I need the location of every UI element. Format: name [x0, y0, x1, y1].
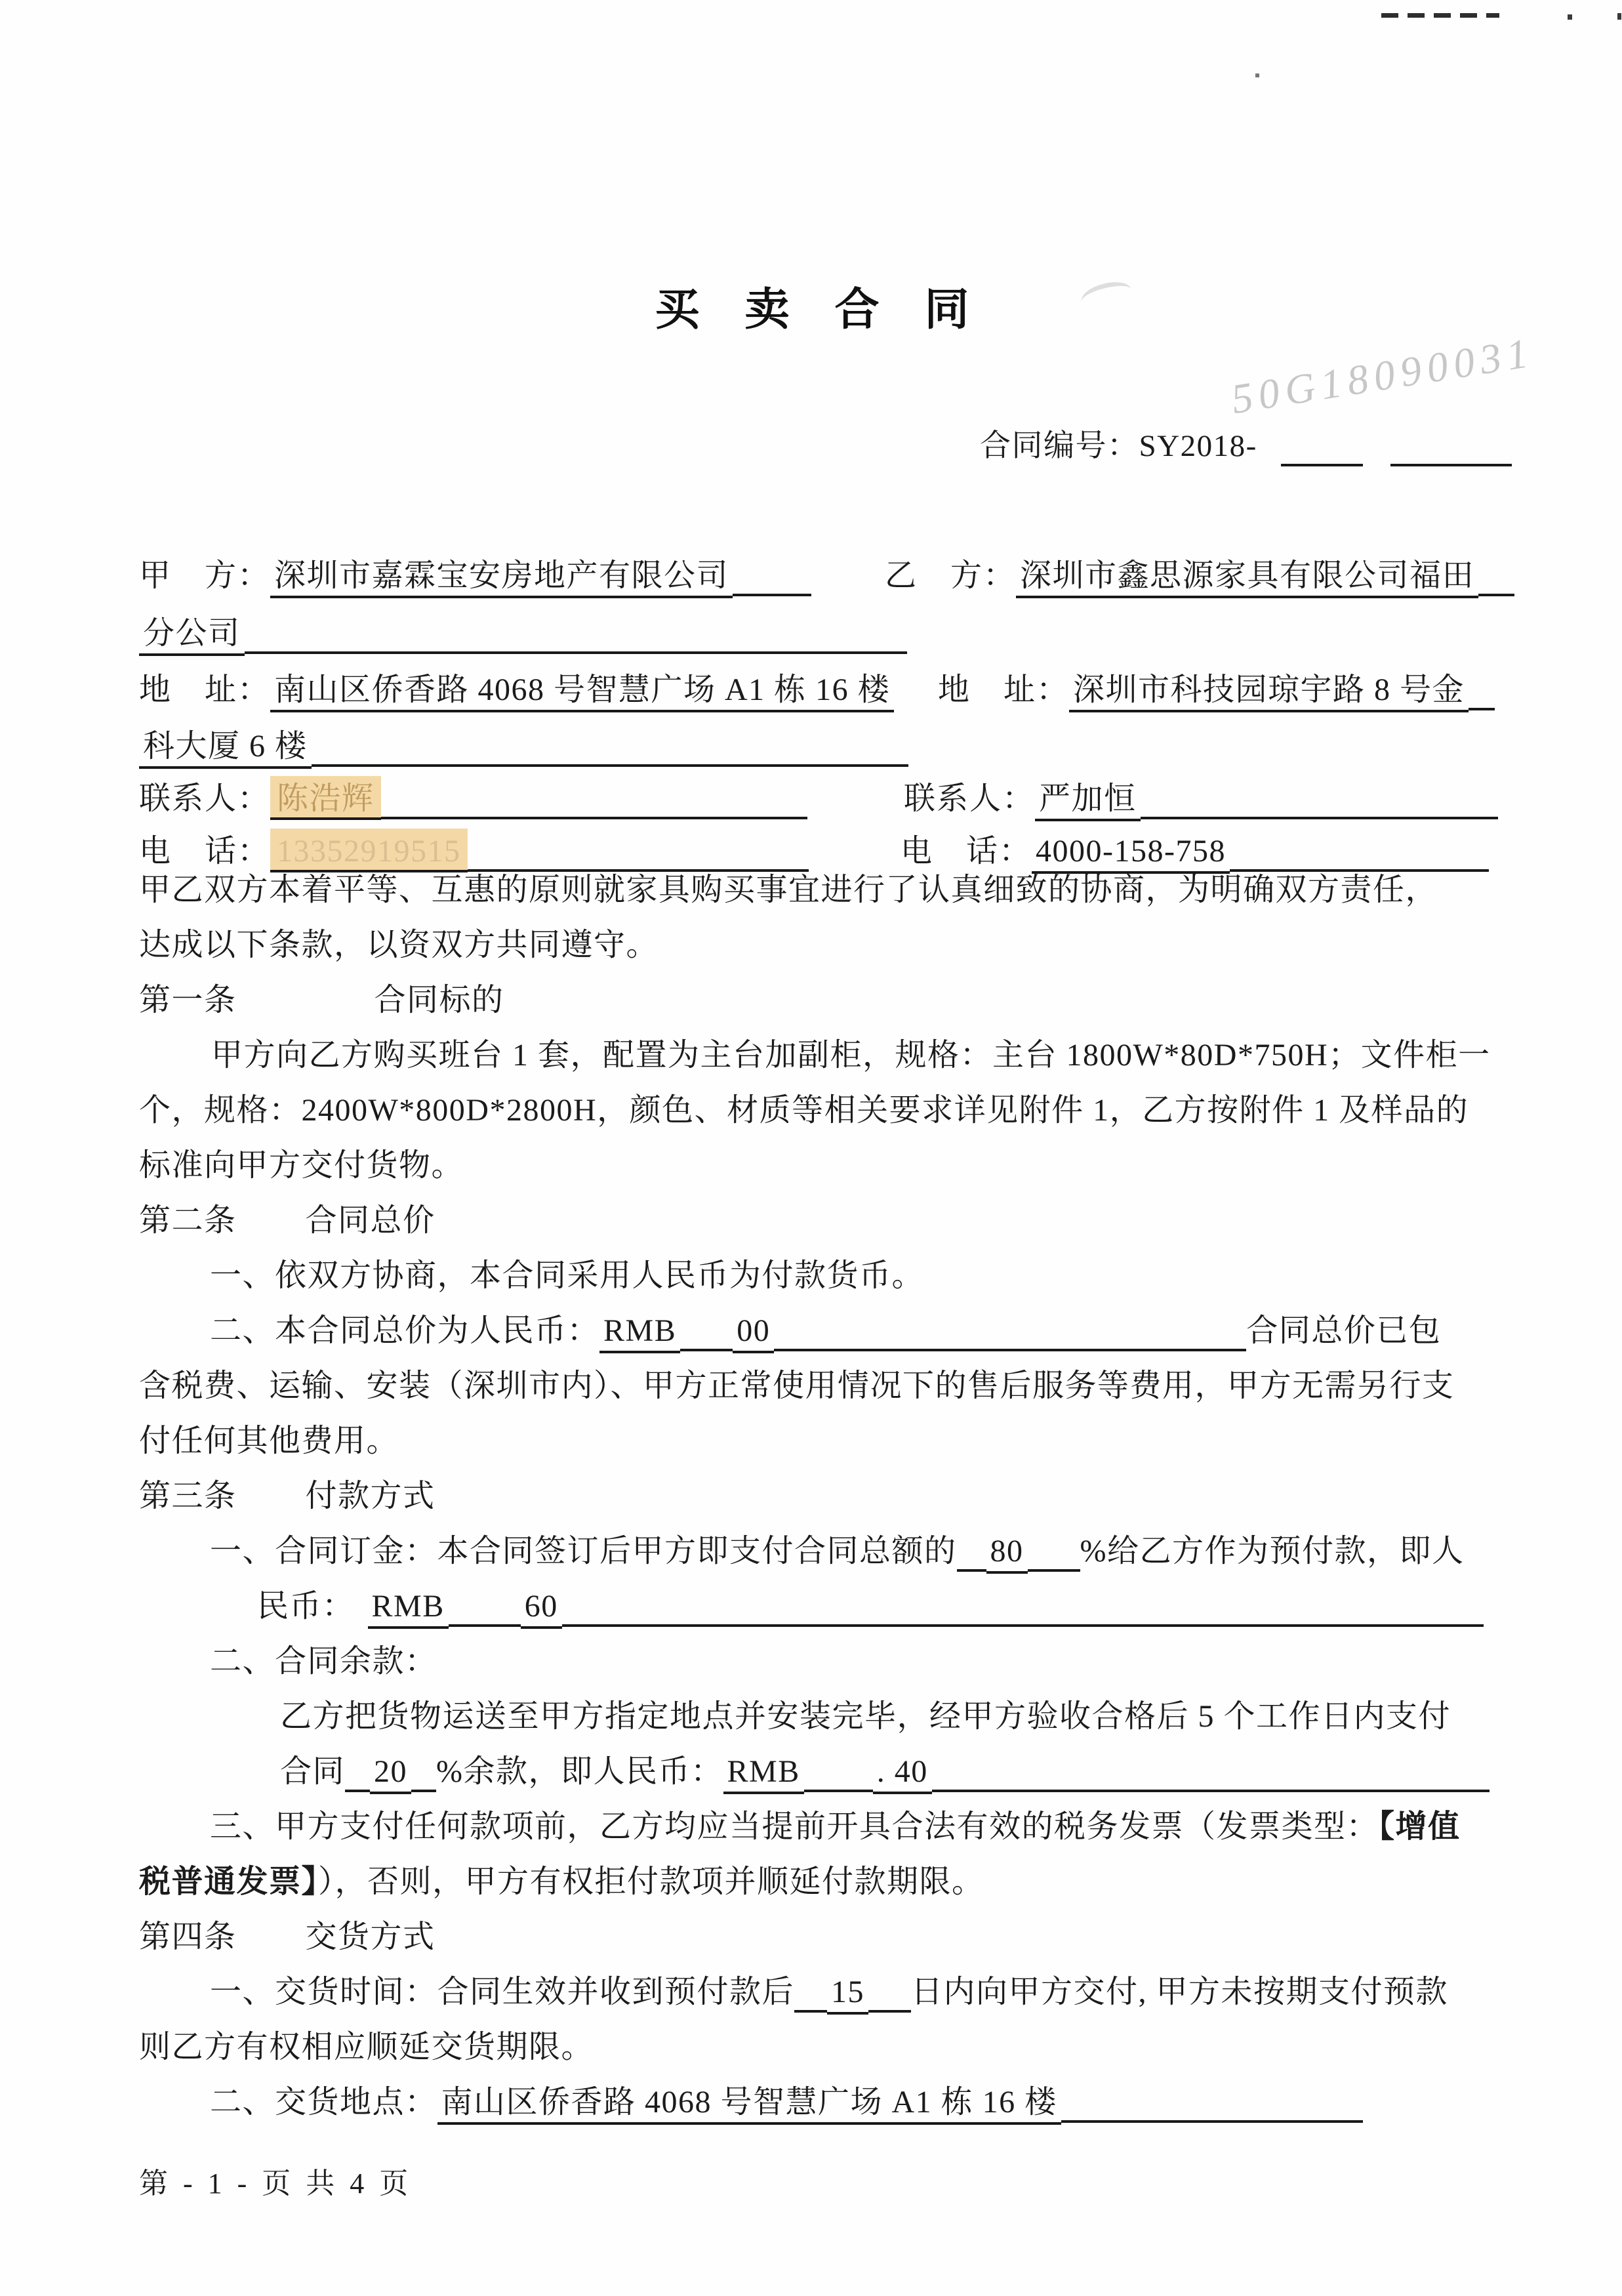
- clause-3-item-1-line-2: [139, 1579, 1502, 1634]
- clause-1-number: 第一条: [139, 983, 237, 1017]
- clause-2-item-2: [139, 1303, 1502, 1359]
- blank-underline: [245, 651, 907, 654]
- party-b-contact-label: 联系人：: [904, 781, 1036, 816]
- clause-2-title: 合同总价: [305, 1203, 436, 1238]
- preamble-line: 甲乙双方本着平等、互惠的原则就家具购买事宜进行了认真细致的协商，为明确双方责任，: [139, 872, 1438, 907]
- clause-3-item-3-line-1: [139, 1799, 1502, 1855]
- blank-underline: [562, 1624, 1484, 1627]
- delivery-place-value: 南山区侨香路 4068 号智慧广场 A1 栋 16 楼: [437, 2085, 1061, 2125]
- handwritten-contract-number: 50G18090031: [1228, 329, 1537, 423]
- clause-3-item-2-heading: 二、合同余款：: [210, 1644, 437, 1679]
- total-amount-value: 00: [733, 1313, 774, 1353]
- blank-underline: [381, 817, 807, 819]
- delivery-time-suffix: 日内向甲方交付, 甲方未按期支付预款: [911, 1975, 1449, 2009]
- blank-underline: [449, 1624, 521, 1627]
- blank-underline: [411, 1790, 436, 1792]
- clause-2-number: 第二条: [139, 1203, 237, 1238]
- clause-3-heading: [139, 1469, 1502, 1524]
- balance-amount-value: . 40: [873, 1754, 932, 1794]
- blank-underline: [680, 1349, 733, 1351]
- party-b-contact: 严加恒: [1035, 781, 1141, 821]
- blank-underline: [1028, 1569, 1080, 1572]
- contract-body: [139, 863, 1502, 2130]
- contract-number-blank-2: [1390, 464, 1512, 466]
- contract-number-line: [980, 421, 1512, 466]
- blank-underline: [312, 764, 908, 767]
- clause-4-number: 第四条: [139, 1919, 237, 1954]
- blank-underline: [868, 2010, 911, 2013]
- delivery-place-label: 二、交货地点：: [210, 2085, 437, 2120]
- party-a-name: 深圳市嘉霖宝安房地产有限公司: [270, 558, 733, 598]
- scan-artifact-dot: [1568, 14, 1572, 20]
- page-number-footer: 第 - 1 - 页 共 4 页: [139, 2167, 413, 2200]
- total-price-prefix: 二、本合同总价为人民币：: [210, 1313, 600, 1348]
- scan-artifact-dot: [1617, 13, 1621, 20]
- deposit-currency-prefix: 民币：: [257, 1589, 355, 1624]
- party-a-contact-highlighted: 陈浩辉: [270, 776, 381, 820]
- balance-prefix: 合同: [280, 1754, 346, 1789]
- invoice-type-bold: 税普通发票】: [139, 1864, 319, 1899]
- party-b-name-wrap-row: [139, 607, 907, 654]
- clause-2-heading: [139, 1193, 1502, 1248]
- clause-1-text-line: 甲方向乙方购买班台 1 套，配置为主台加副柜，规格：主台 1800W*80D*750H；文件柜一: [211, 1038, 1491, 1073]
- party-a-contact-row: [139, 773, 807, 819]
- party-a-label: 甲 方：: [139, 558, 271, 593]
- clause-2-item-1: 一、依双方协商，本合同采用人民币为付款货币。: [210, 1258, 925, 1293]
- party-b-phone-label: 电 话：: [901, 834, 1032, 869]
- delivery-days-value: 15: [827, 1975, 868, 2015]
- blank-underline: [1478, 594, 1514, 596]
- clause-1-heading: [139, 973, 1502, 1028]
- clause-3-item-3-line-2: [139, 1855, 1502, 1910]
- party-b-phone: 4000-158-758: [1032, 834, 1230, 874]
- party-a-phone-highlighted: 13352919515: [270, 829, 468, 872]
- clause-3-item-2-line-2: [139, 1744, 1502, 1799]
- blank-underline: [733, 594, 811, 596]
- scan-artifact-dot: [1255, 73, 1259, 77]
- deposit-prefix: 一、合同订金：本合同签订后甲方即支付合同总额的: [210, 1534, 957, 1568]
- clause-3-number: 第三条: [139, 1479, 237, 1513]
- preamble-line: 达成以下条款，以资双方共同遵守。: [139, 928, 659, 962]
- clause-2-text-line: 付任何其他费用。: [139, 1424, 399, 1458]
- clause-4-heading: [139, 1910, 1502, 1965]
- contract-number-label: 合同编号：SY2018-: [980, 429, 1257, 463]
- contract-number-blank-1: [1281, 464, 1363, 466]
- party-b-name: 深圳市鑫思源家具有限公司福田: [1016, 558, 1478, 598]
- party-a-name-row: [139, 550, 811, 596]
- balance-mid: %余款，即人民币：: [436, 1754, 723, 1789]
- clause-1-title: 合同标的: [374, 983, 504, 1017]
- party-b-contact-row: [904, 773, 1498, 819]
- scan-artifact-dashes: [1381, 13, 1499, 18]
- clause-2-text-line: 含税费、运输、安装（深圳市内）、甲方正常使用情况下的售后服务等费用，甲方无需另行支: [139, 1368, 1455, 1403]
- party-b-address-wrap-row: [139, 720, 908, 767]
- blank-underline: [957, 1569, 986, 1572]
- invoice-text: ），否则，甲方有权拒付款项并顺延付款期限。: [318, 1864, 984, 1899]
- party-b-name-wrap: 分公司: [139, 616, 245, 656]
- clause-1-text-line: 个，规格：2400W*800D*2800H，颜色、材质等相关要求详见附件 1，乙方按附件 1 及样品的: [139, 1093, 1469, 1128]
- blank-underline: [1469, 708, 1495, 710]
- party-a-contact-label: 联系人：: [139, 781, 271, 816]
- clause-4-title: 交货方式: [305, 1919, 436, 1954]
- clause-4-item-1-line-2: 则乙方有权相应顺延交货期限。: [139, 2030, 594, 2064]
- clause-4-item-2: [139, 2075, 1502, 2130]
- invoice-type-bold: 【增值: [1379, 1809, 1461, 1844]
- clause-3-item-2-text: 乙方把货物运送至甲方指定地点并安装完毕，经甲方验收合格后 5 个工作日内支付: [280, 1699, 1451, 1734]
- blank-underline: [774, 1349, 1246, 1351]
- party-a-address-row: [139, 664, 894, 709]
- invoice-text: 三、甲方支付任何款项前，乙方均应当提前开具合法有效的税务发票（发票类型：: [210, 1809, 1379, 1844]
- party-b-address-label: 地 址：: [938, 672, 1070, 707]
- currency-code: RMB: [723, 1754, 804, 1794]
- party-a-address-label: 地 址：: [139, 672, 271, 707]
- party-b-name-row: [885, 550, 1514, 596]
- currency-code: RMB: [599, 1313, 680, 1353]
- blank-underline: [804, 1790, 873, 1792]
- blank-underline: [932, 1790, 1490, 1792]
- clause-4-item-1: [139, 1965, 1502, 2020]
- balance-percent-value: 20: [370, 1754, 411, 1794]
- party-a-address: 南山区侨香路 4068 号智慧广场 A1 栋 16 楼: [270, 672, 894, 712]
- blank-underline: [794, 2010, 827, 2013]
- party-b-label: 乙 方：: [885, 558, 1017, 593]
- party-b-address-wrap: 科大厦 6 楼: [139, 729, 312, 769]
- party-b-address: 深圳市科技园琼宇路 8 号金: [1069, 672, 1469, 712]
- party-b-address-row: [938, 664, 1495, 710]
- document-title: 买 卖 合 同: [655, 285, 986, 335]
- deposit-amount-value: 60: [521, 1589, 562, 1629]
- party-a-phone-label: 电 话：: [139, 834, 271, 869]
- deposit-suffix: %给乙方作为预付款，即人: [1080, 1534, 1465, 1568]
- clause-1-text-line: 标准向甲方交付货物。: [139, 1148, 464, 1183]
- deposit-percent-value: 80: [986, 1534, 1028, 1574]
- blank-underline: [345, 1790, 370, 1792]
- total-price-suffix: 合同总价已包: [1246, 1313, 1442, 1348]
- blank-underline: [1061, 2120, 1363, 2123]
- blank-underline: [1141, 817, 1498, 819]
- delivery-time-prefix: 一、交货时间：合同生效并收到预付款后: [210, 1975, 795, 2009]
- currency-code: RMB: [368, 1589, 449, 1629]
- clause-3-title: 付款方式: [305, 1479, 436, 1513]
- clause-3-item-1: [139, 1524, 1502, 1579]
